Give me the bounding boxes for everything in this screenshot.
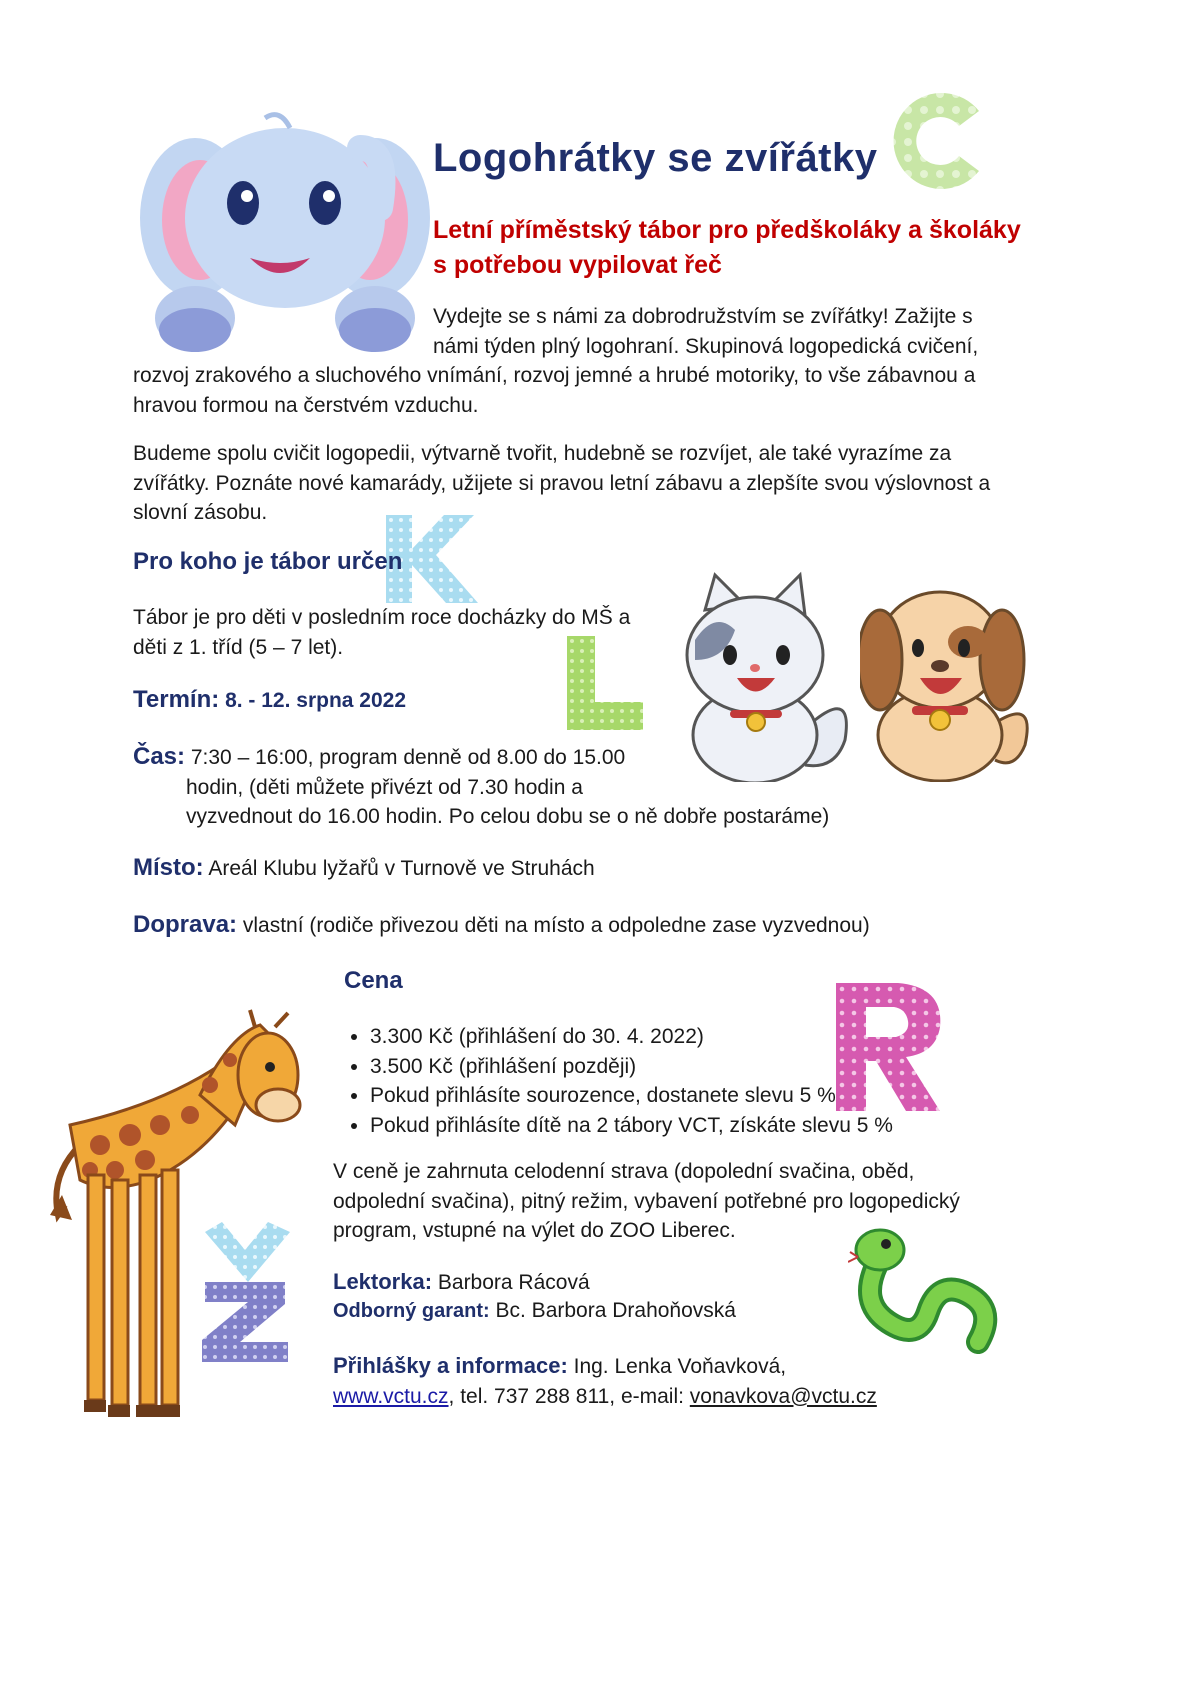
place-label: Místo: — [133, 854, 204, 881]
place-value: Areál Klubu lyžařů v Turnově ve Struhách — [203, 857, 595, 880]
paragraph-line: odpolední svačina), pitný režim, vybavení potřebné pro logopedický — [333, 1189, 960, 1213]
paragraph-line: program, vstupné na výlet do ZOO Liberec. — [333, 1219, 736, 1242]
activities-paragraph — [133, 439, 990, 528]
price-heading: Cena — [344, 967, 403, 994]
transport-value: vlastní (rodiče přivezou děti na místo a odpoledne zase vyzvednou) — [237, 914, 870, 937]
subtitle-line: Letní příměstský tábor pro předškoláky a školáky — [433, 216, 1021, 244]
email-link[interactable]: vonavkova@vctu.cz — [689, 1384, 877, 1408]
website-link[interactable]: www.vctu.cz — [333, 1384, 449, 1408]
letter-z-caron-decoration — [200, 1222, 295, 1362]
transport-label: Doprava: — [133, 911, 238, 938]
contact-phone: , tel. 737 288 811, e-mail: — [448, 1384, 690, 1408]
guarantor-label: Odborný garant: — [333, 1300, 490, 1322]
term-row — [133, 686, 406, 714]
term-value: 8. - 12. srpna 2022 — [225, 689, 407, 712]
time-block — [133, 742, 829, 832]
time-line: 7:30 – 16:00, program denně od 8.00 do 15.00 — [185, 746, 626, 769]
for-whom-paragraph — [133, 603, 630, 662]
subtitle — [433, 213, 1021, 283]
dog-illustration — [860, 570, 1035, 782]
price-item: • Pokud přihlásíte dítě na 2 tábory VCT, získáte slevu 5 % — [370, 1111, 893, 1141]
lecturer-row — [333, 1267, 590, 1298]
price-item: • 3.500 Kč (přihlášení později) — [370, 1052, 893, 1082]
for-whom-heading: Pro koho je tábor určen — [133, 548, 403, 575]
elephant-illustration — [140, 108, 430, 363]
intro-paragraph-bottom — [133, 361, 975, 420]
contact-name: Ing. Lenka Voňavková, — [567, 1355, 787, 1378]
lecturer-value: Barbora Rácová — [432, 1271, 590, 1294]
letter-l-decoration — [567, 636, 643, 730]
price-item: • 3.300 Kč (přihlášení do 30. 4. 2022) — [370, 1022, 893, 1052]
time-line: hodin, (děti můžete přivézt od 7.30 hodin a — [186, 775, 583, 799]
place-row — [133, 853, 595, 884]
intro-paragraph-top — [433, 302, 978, 361]
transport-row — [133, 910, 870, 941]
paragraph-line: Tábor je pro děti v posledním roce docházky do MŠ a — [133, 606, 631, 629]
lecturer-label: Lektorka: — [333, 1269, 433, 1294]
time-label: Čas: — [133, 743, 186, 770]
snake-illustration — [848, 1222, 1003, 1357]
paragraph-line: zvířátky. Poznáte nové kamarády, užijete si pravou letní zábavu a zlepšíte svou výslovnost a — [133, 471, 991, 495]
contact-label: Přihlášky a informace: — [333, 1353, 568, 1378]
paragraph-line: děti z 1. tříd (5 – 7 let). — [133, 635, 344, 659]
paragraph-line: Budeme spolu cvičit logopedii, výtvarně tvořit, hudebně se rozvíjet, ale také vyrazíme za — [133, 442, 952, 465]
term-label: Termín: — [133, 686, 220, 713]
letter-r-decoration — [836, 983, 946, 1111]
intro-line: Vydejte se s námi za dobrodružstvím se zvířátky! Zažijte s — [433, 305, 973, 328]
price-item: • Pokud přihlásíte sourozence, dostanete slevu 5 % — [370, 1081, 893, 1111]
guarantor-row — [333, 1296, 736, 1327]
subtitle-line: s potřebou vypilovat řeč — [433, 251, 722, 279]
page-title: Logohrátky se zvířátky — [433, 136, 878, 180]
intro-line: rozvoj zrakového a sluchového vnímání, rozvoj jemné a hrubé motoriky, to vše zábavnou a — [133, 364, 976, 387]
letter-c-decoration — [884, 86, 994, 196]
paragraph-line: V ceně je zahrnuta celodenní strava (dopolední svačina, oběd, — [333, 1160, 915, 1183]
time-line: vyzvednout do 16.00 hodin. Po celou dobu se o ně dobře postaráme) — [186, 805, 830, 828]
contact-block — [333, 1351, 877, 1411]
intro-line: hravou formou na čerstvém vzduchu. — [133, 393, 479, 417]
guarantor-value: Bc. Barbora Drahoňovská — [489, 1299, 736, 1322]
intro-line: námi týden plný logohraní. Skupinová logopedická cvičení, — [433, 334, 979, 358]
price-list — [332, 1022, 893, 1140]
paragraph-line: slovní zásobu. — [133, 501, 268, 524]
